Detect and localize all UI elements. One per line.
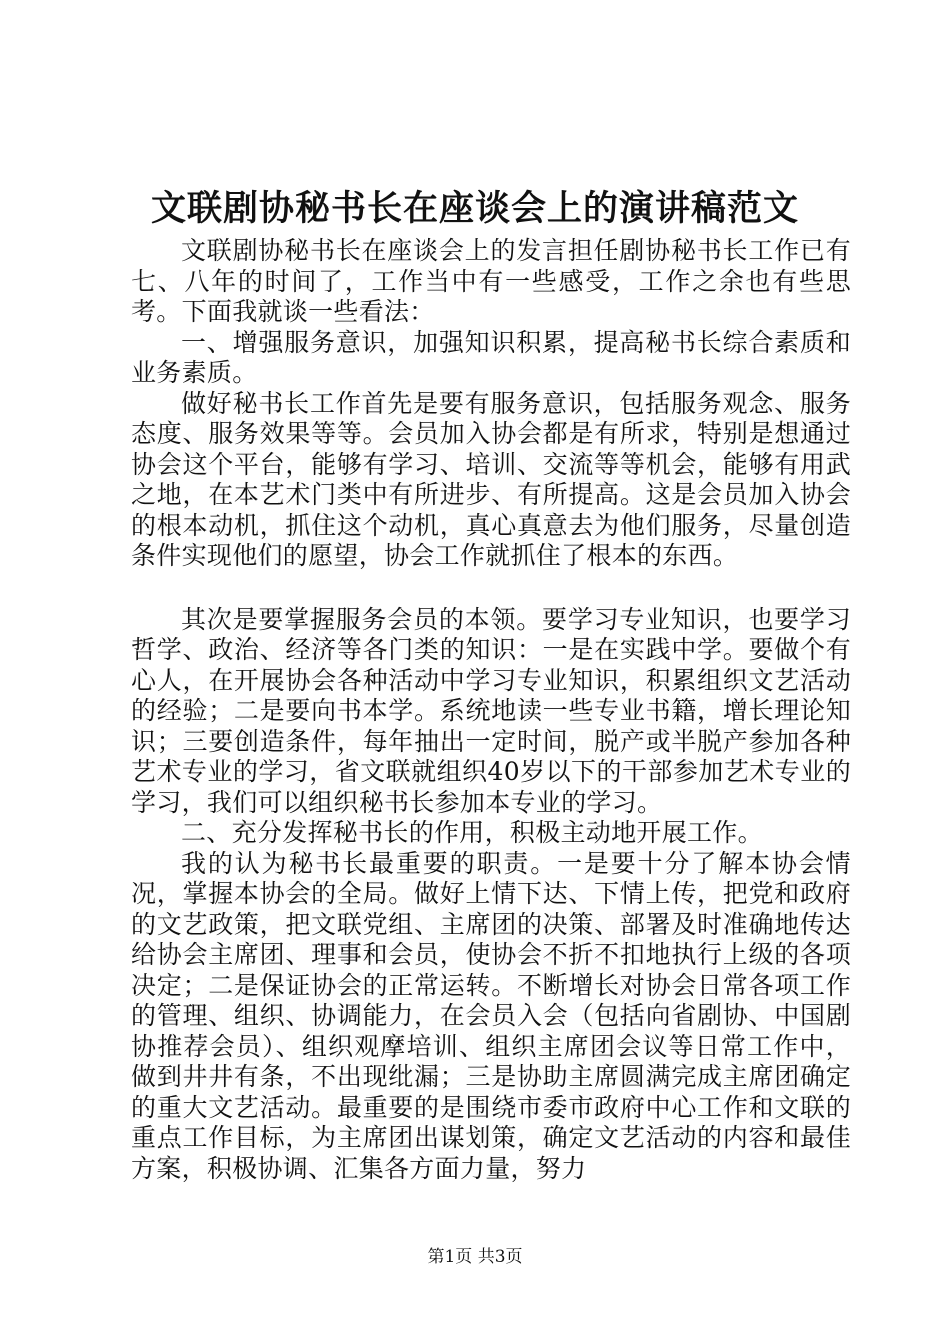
document-body	[131, 236, 851, 1184]
paragraph-service-awareness: 做好秘书长工作首先是要有服务意识，包括服务观念、服务态度、服务效果等等。会员加入协会都是有所求，特别是想通过协会这个平台，能够有学习、培训、交流等等机会，能够有用武之地，在本艺术门类中有所进步、有所提高。这是会员加入协会的根本动机，抓住这个动机，真心真意去为他们服务，尽量创造条件实现他们的愿望，协会工作就抓住了根本的东西。	[131, 388, 851, 570]
paragraph-duties: 我的认为秘书长最重要的职责。一是要十分了解本协会情况，掌握本协会的全局。做好上情下达、下情上传，把党和政府的文艺政策，把文联党组、主席团的决策、部署及时准确地传达给协会主席团、理事和会员，使协会不折不扣地执行上级的各项决定；二是保证协会的正常运转。不断增长对协会日常各项工作的管理、组织、协调能力，在会员入会（包括向省剧协、中国剧协推荐会员）、组织观摩培训、组织主席团会议等日常工作中，做到井井有条，不出现纰漏；三是协助主席圆满完成主席团确定的重大文艺活动。最重要的是围绕市委市政府中心工作和文联的重点工作目标，为主席团出谋划策，确定文艺活动的内容和最佳方案，积极协调、汇集各方面力量，努力	[131, 848, 851, 1183]
paragraph-service-skills: 其次是要掌握服务会员的本领。要学习专业知识，也要学习哲学、政治、经济等各门类的知识：一是在实践中学。要做个有心人，在开展协会各种活动中学习专业知识，积累组织文艺活动的经验；二是要向书本学。系统地读一些专业书籍，增长理论知识；三要创造条件，每年抽出一定时间，脱产或半脱产参加各种艺术专业的学习，省文联就组织40岁以下的干部参加艺术专业的学习，我们可以组织秘书长参加本专业的学习。	[131, 604, 851, 817]
paragraph-heading-1: 一、增强服务意识，加强知识积累，提高秘书长综合素质和业务素质。	[131, 327, 851, 387]
paragraph-intro: 文联剧协秘书长在座谈会上的发言担任剧协秘书长工作已有七、八年的时间了，工作当中有一些感受，工作之余也有些思考。下面我就谈一些看法：	[131, 236, 851, 326]
document-title: 文联剧协秘书长在座谈会上的演讲稿范文	[150, 188, 799, 229]
paragraph-heading-2: 二、充分发挥秘书长的作用，积极主动地开展工作。	[181, 818, 763, 847]
page-footer: 第1页 共3页	[427, 1247, 523, 1267]
